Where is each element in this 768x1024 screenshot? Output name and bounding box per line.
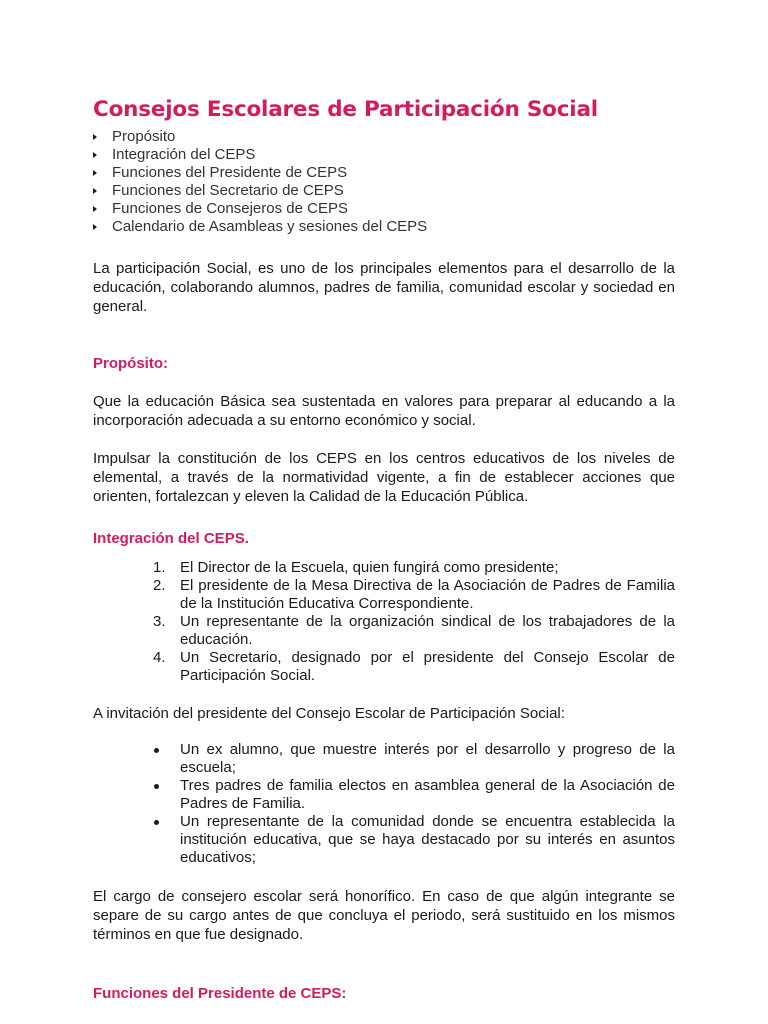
arrow-bullet-icon [93,134,97,140]
table-of-contents [93,128,675,236]
arrow-bullet-icon [93,188,97,194]
section-heading-proposito: Propósito: [93,355,168,372]
document-title: Consejos Escolares de Participación Social [93,97,598,122]
toc-item-secretario: Funciones del Secretario de CEPS [93,182,675,200]
arrow-bullet-icon [93,206,97,212]
list-item: Tres padres de familia electos en asamblea general de la Asociación de Padres de Familia. [153,777,675,813]
bullet-dot-icon [154,784,159,789]
list-item: 3. Un representante de la organización sindical de los trabajadores de la educación. [153,613,675,648]
intro-paragraph: La participación Social, es uno de los principales elementos para el desarrollo de la educación, colaborando alumnos, padres de familia, comunidad escolar y sociedad en general. [93,260,675,315]
toc-item-consejeros: Funciones de Consejeros de CEPS [93,200,675,218]
toc-item-integracion: Integración del CEPS [93,146,675,164]
toc-item-proposito: Propósito [93,128,675,146]
proposito-paragraph-1: Que la educación Básica sea sustentada en valores para preparar al educando a la incorporación adecuada a su entorno económico y social. [93,393,675,429]
list-item: 2. El presidente de la Mesa Directiva de la Asociación de Padres de Familia de la Institución Educativa Correspondiente. [153,577,675,612]
members-list [93,559,675,685]
honorary-paragraph: El cargo de consejero escolar será honorífico. En caso de que algún integrante se separe de su cargo antes de que concluya el periodo, será sustituido en los mismos términos en que fue designado. [93,888,675,943]
arrow-bullet-icon [93,152,97,158]
list-item: Un ex alumno, que muestre interés por el desarrollo y progreso de la escuela; [153,741,675,777]
list-item: Un representante de la comunidad donde se encuentra establecida la institución educativa, que se haya destacado por su interés en asuntos educativos; [153,813,675,867]
bullet-dot-icon [154,748,159,753]
proposito-paragraph-2: Impulsar la constitución de los CEPS en los centros educativos de los niveles de elemental, a través de la normatividad vigente, a fin de establecer acciones que orienten, fortalezcan y eleven la Calidad de la Educación Pública. [93,450,675,505]
toc-item-presidente: Funciones del Presidente de CEPS [93,164,675,182]
invitation-paragraph: A invitación del presidente del Consejo Escolar de Participación Social: [93,705,565,722]
section-heading-presidente: Funciones del Presidente de CEPS: [93,985,347,1002]
bullet-dot-icon [154,820,159,825]
toc-item-calendario: Calendario de Asambleas y sesiones del CEPS [93,218,675,236]
list-item: 4. Un Secretario, designado por el presidente del Consejo Escolar de Participación Social. [153,649,675,684]
list-item: 1. El Director de la Escuela, quien fungirá como presidente; [153,559,559,576]
arrow-bullet-icon [93,170,97,176]
invitees-list [93,741,675,867]
section-heading-integracion: Integración del CEPS. [93,530,249,547]
arrow-bullet-icon [93,224,97,230]
